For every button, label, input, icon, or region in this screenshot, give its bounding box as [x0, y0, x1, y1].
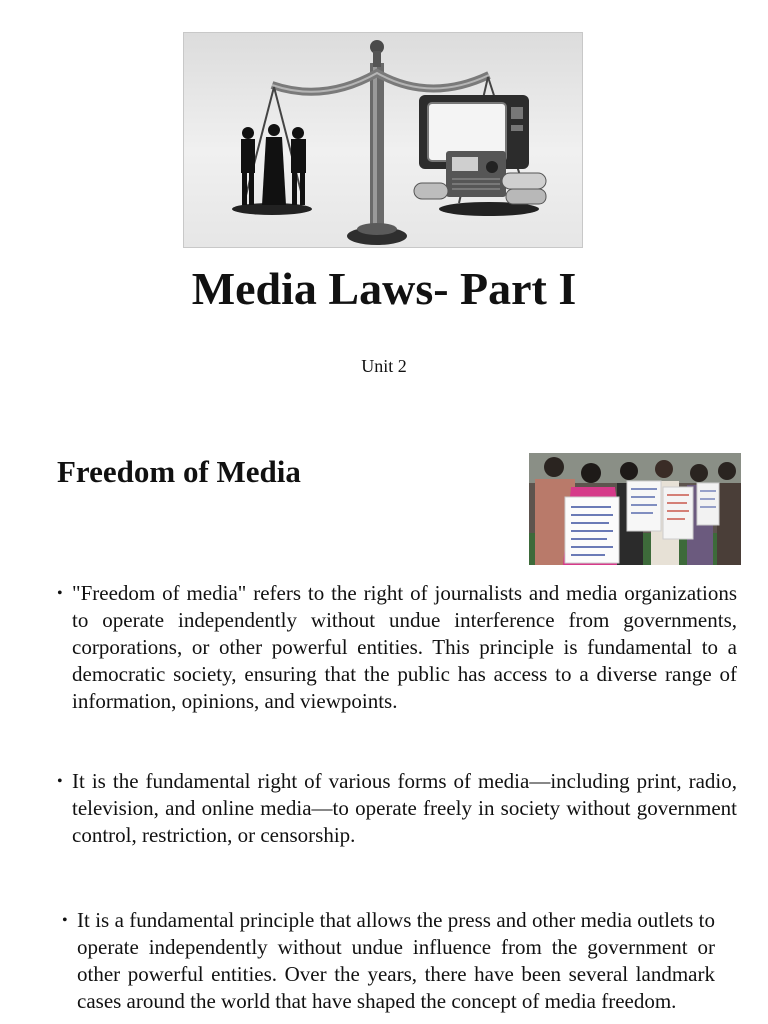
bullet-text: It is the fundamental right of various forms of media—including print, radio, television, and online media—to operate freely in society without government control, restriction, or censorship. — [72, 769, 737, 847]
unit-label: Unit 2 — [361, 356, 407, 376]
page-title: Media Laws- Part I — [191, 263, 577, 314]
bullet-item — [62, 907, 715, 1015]
scales-of-justice-illustration — [183, 32, 583, 248]
bullet-text: It is a fundamental principle that allows the press and other media outlets to operate independently without undue influence from the government or other powerful entities. Over the years, there have been several landmark cases around the world that have shaped the concept of media freedom. — [77, 908, 715, 1013]
bullet-item — [57, 580, 737, 715]
bullet-marker: • — [57, 585, 63, 602]
bullet-item — [57, 768, 737, 849]
bullet-marker: • — [62, 912, 68, 929]
bullet-text: "Freedom of media" refers to the right of journalists and media organizations to operate independently without undue interference from governments, corporations, or other powerful entities. This principle is fundamental to a democratic society, ensuring that the public has access to a diverse range of information, opinions, and viewpoints. — [72, 581, 737, 713]
protest-photo — [529, 453, 741, 565]
section-heading: Freedom of Media — [57, 454, 301, 489]
bullet-marker: • — [57, 773, 63, 790]
